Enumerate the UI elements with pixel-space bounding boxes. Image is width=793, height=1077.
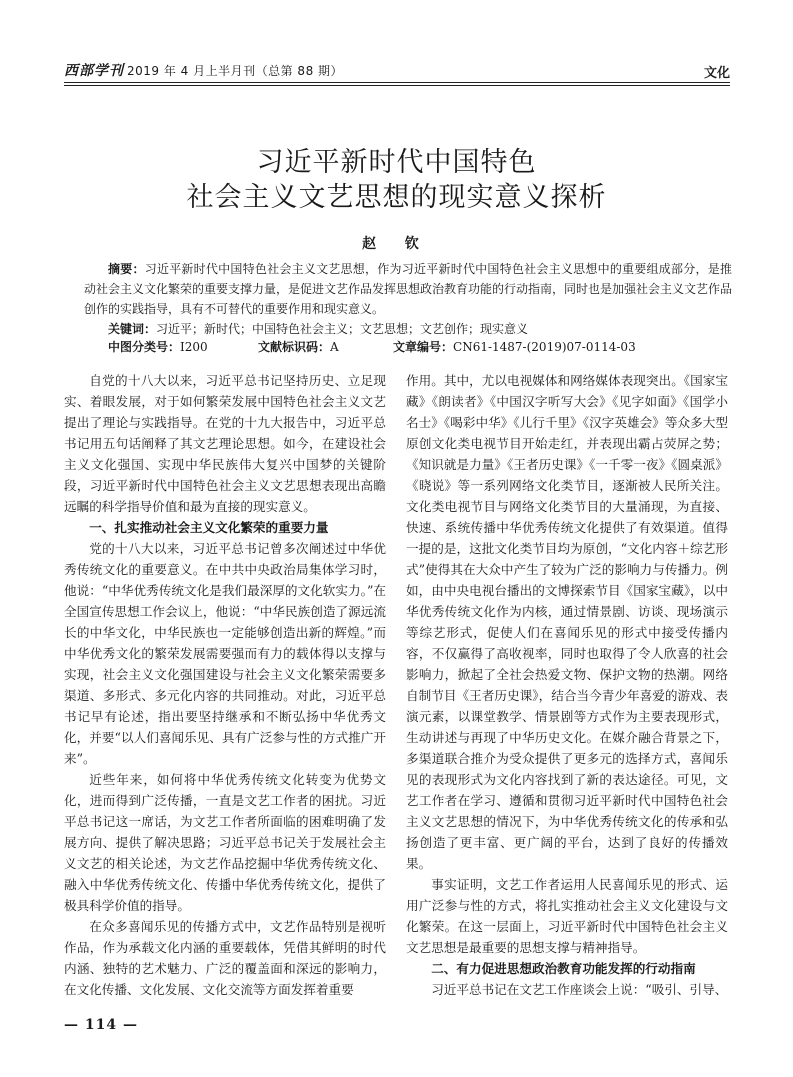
article-number-label: 文章编号：	[393, 340, 454, 354]
keywords	[84, 319, 732, 339]
journal-logo: 西部学刊	[64, 63, 124, 79]
keywords-label: 关键词：	[108, 322, 157, 336]
classification-number	[108, 338, 208, 355]
abstract-label: 摘要：	[108, 262, 145, 276]
classification-value: I200	[180, 340, 208, 354]
article-number-value: CN61-1487-(2019)07-0114-03	[453, 340, 636, 354]
abstract	[84, 259, 732, 319]
paragraph: 在众多喜闻乐见的传播方式中，文艺作品特别是视听作品，作为承载文化内涵的重要载体，凭借其鲜明的时代内涵、独特的艺术魅力、广泛的覆盖面和深远的影响力，在文化传播、文化发展、文化交流等方面发挥着重要	[64, 919, 386, 997]
abstract-text: 习近平新时代中国特色社会主义文艺思想，作为习近平新时代中国特色社会主义思想中的重要组成部分，是推动社会主义文化繁荣的重要支撑力量，是促进文艺作品发挥思想政治教育功能的行动指南，同时也是加强社会主义文艺作品创作的实践指导，具有不可替代的重要作用和现实意义。	[84, 262, 733, 316]
classification-label: 中图分类号：	[108, 340, 181, 354]
paragraph: 作用。其中，尤以电视媒体和网络媒体表现突出。《国家宝藏》《朗读者》《中国汉字听写大会》《见字如面》《国学小名士》《喝彩中华》《儿行千里》《汉字英雄会》等众多大型原创文化类电视节目开始走红，并表现出霸占荧屏之势；《知识就是力量》《王者历史课》《一千零一夜》《圆桌派》《晓说》等一系列网络文化类节目，逐渐被人民所关注。文化类电视节目与网络文化类节目的大量涌现，为直接、快速、系统传播中华优秀传统文化提供了有效渠道。值得一提的是，这批文化类节目均为原创，“文化内容＋综艺形式”使得其在大众中产生了较为广泛的影响力与传播力。例如，由中央电视台播出的文博探索节目《国家宝藏》，以中华优秀传统文化作为内核，通过情景剧、访谈、现场演示等综艺形式，促使人们在喜闻乐见的形式中接受传播内容，不仅赢得了高收视率，同时也取得了令人欣喜的社会影响力，掀起了全社会热爱文物、保护文物的热潮。网络自制节目《王者历史课》，结合当今青少年喜爱的游戏、表演元素，以课堂教学、情景剧等方式作为主要表现形式，生动讲述与再现了中华历史文化。在媒介融合背景之下，多渠道联合推介为受众提供了更多元的选择方式，喜闻乐见的表现形式为文化内容找到了新的表达途径。可见，文艺工作者在学习、遵循和贯彻习近平新时代中国特色社会主义文艺思想的情况下，为中华优秀传统文化的传承和弘扬创造了更丰富、更广阔的平台，达到了良好的传播效果。	[406, 373, 728, 871]
header-rule-thin	[64, 85, 730, 86]
document-code-value: A	[330, 340, 339, 354]
header-rule	[64, 82, 730, 83]
article-title-line1: 习近平新时代中国特色	[256, 147, 537, 178]
left-column	[64, 370, 386, 1000]
paragraph: 事实证明，文艺工作者运用人民喜闻乐见的形式、运用广泛参与性的方式，将扎实推动社会主义文化建设与文化繁荣。在这一层面上，习近平新时代中国特色社会主义文艺思想是最重要的思想支撑与精神指导。	[406, 877, 728, 955]
keywords-text: 习近平；新时代；中国特色社会主义；文艺思想；文艺创作；现实意义	[156, 322, 529, 336]
abstract-block	[84, 259, 732, 339]
author-name: 赵 钦	[362, 236, 431, 252]
paragraph: 近些年来，如何将中华优秀传统文化转变为优势文化，进而得到广泛传播，一直是文艺工作者的困扰。习近平总书记这一席话，为文艺工作者所面临的困难明确了发展方向、提供了解决思路；习近平总书记关于发展社会主义文艺的相关论述，为文艺作品挖掘中华优秀传统文化、融入中华优秀传统文化、传播中华优秀传统文化，提供了极具科学价值的指导。	[64, 772, 386, 913]
document-code-label: 文献标识码：	[258, 340, 331, 354]
paragraph: 自党的十八大以来，习近平总书记坚持历史、立足现实、着眼发展，对于如何繁荣发展中国特色社会主义文艺提出了理论与实践指导。在党的十九大报告中，习近平总书记用五句话阐释了其文艺理论思想。如今，在建设社会主义文化强国、实现中华民族伟大复兴中国梦的关键阶段，习近平新时代中国特色社会主义文艺思想表现出高瞻远瞩的科学指导价值和最为直接的现实意义。	[64, 373, 386, 514]
paragraph: 习近平总书记在文艺工作座谈会上说：“吸引、引导、	[431, 982, 728, 997]
section-label: 文化	[703, 66, 730, 81]
article-title-line2: 社会主义文艺思想的现实意义探析	[186, 182, 607, 213]
section-heading-1: 一、扎实推动社会主义文化繁荣的重要力量	[89, 520, 329, 535]
article-number	[393, 338, 636, 355]
paragraph: 党的十八大以来，习近平总书记曾多次阐述过中华优秀传统文化的重要意义。在中共中央政治局集体学习时，他说：“中华优秀传统文化是我们最深厚的文化软实力。”在全国宣传思想工作会议上，他说：“中华民族创造了源远流长的中华文化，中华民族也一定能够创造出新的辉煌。”而中华优秀文化的繁荣发展需要强而有力的载体得以支撑与实现，社会主义文化强国建设与社会主义文化繁荣需要多渠道、多形式、多元化内容的共同推动。对此，习近平总书记早有论述，指出要坚持继承和不断弘扬中华优秀文化，并要“以人们喜闻乐见、具有广泛参与性的方式推广开来”。	[64, 541, 386, 766]
issue-info: 2019 年 4 月上半月刊（总第 88 期）	[127, 64, 344, 78]
document-code	[258, 338, 339, 355]
section-heading-2: 二、有力促进思想政治教育功能发挥的行动指南	[431, 961, 696, 976]
right-column	[406, 370, 728, 1000]
page-number: — 114 —	[64, 1017, 138, 1033]
